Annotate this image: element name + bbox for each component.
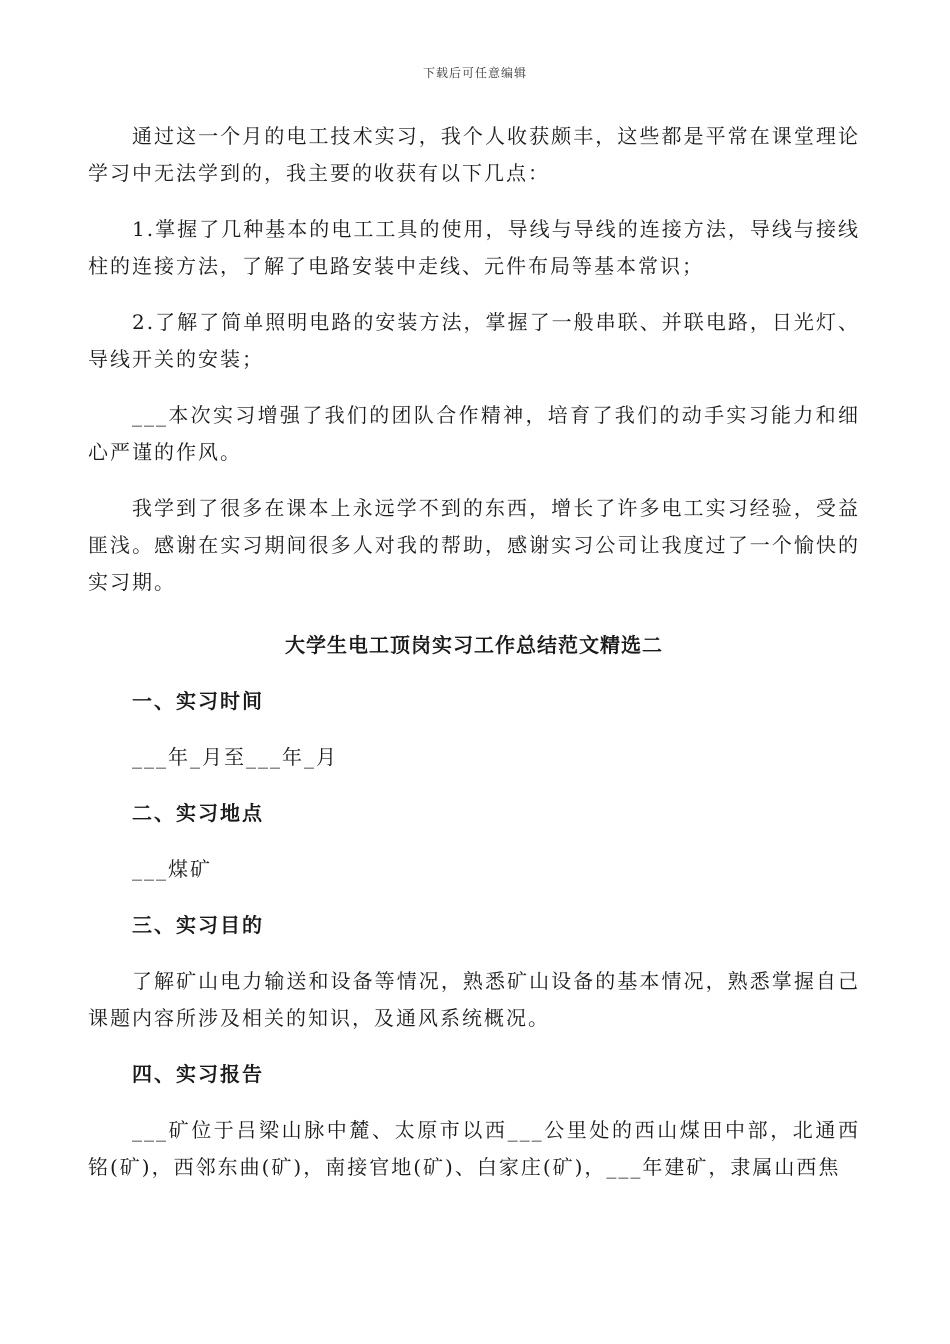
content-internship-location: ___煤矿 <box>132 857 212 881</box>
heading-internship-time: 一、实习时间 <box>132 689 264 713</box>
section-title: 大学生电工顶岗实习工作总结范文精选二 <box>285 633 663 657</box>
content-internship-time: ___年_月至___年_月 <box>132 745 338 769</box>
page-header-note: 下载后可任意编辑 <box>422 66 527 80</box>
content-internship-purpose: 了解矿山电力输送和设备等情况，熟悉矿山设备的基本情况，熟悉掌握自己课题内容所涉及相关的知识，及通风系统概况。 <box>88 969 860 1030</box>
paragraph-point-2: 2.了解了简单照明电路的安装方法，掌握了一般串联、并联电路，日光灯、导线开关的安装； <box>88 310 860 371</box>
paragraph-conclusion: 我学到了很多在课本上永远学不到的东西，增长了许多电工实习经验，受益匪浅。感谢在实习期间很多人对我的帮助，感谢实习公司让我度过了一个愉快的实习期。 <box>88 496 860 594</box>
paragraph-intro: 通过这一个月的电工技术实习，我个人收获颇丰，这些都是平常在课堂理论学习中无法学到的，我主要的收获有以下几点： <box>88 124 860 185</box>
content-internship-report: ___矿位于吕梁山脉中麓、太原市以西___公里处的西山煤田中部，北通西铭(矿)，西邻东曲(矿)，南接官地(矿)、白家庄(矿)，___年建矿，隶属山西焦 <box>88 1118 860 1179</box>
document-body <box>88 118 860 1186</box>
paragraph-point-1: 1.掌握了几种基本的电工工具的使用，导线与导线的连接方法，导线与接线柱的连接方法，了解了电路安装中走线、元件布局等基本常识； <box>88 217 860 278</box>
heading-internship-purpose: 三、实习目的 <box>132 913 264 937</box>
paragraph-teamwork: ___本次实习增强了我们的团队合作精神，培育了我们的动手实习能力和细心严谨的作风。 <box>88 403 860 464</box>
heading-internship-report: 四、实习报告 <box>132 1062 264 1086</box>
heading-internship-location: 二、实习地点 <box>132 801 264 825</box>
